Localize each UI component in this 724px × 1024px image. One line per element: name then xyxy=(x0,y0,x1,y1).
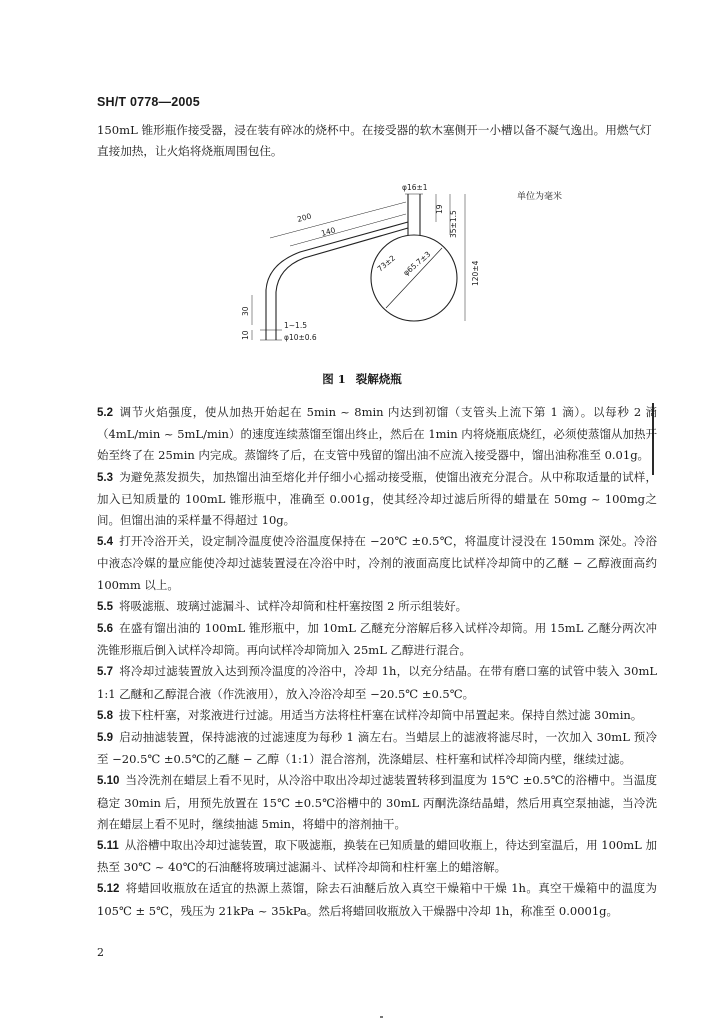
paragraph-text: 将蜡回收瓶放在适宜的热源上蒸馏，除去石油醚后放入真空干燥箱中干燥 1h。真空干燥箱中的温度为 105℃ ± 5℃，残压为 21kPa ~ 35kPa。然后将蜡回收瓶放入干燥器中冷却 1h，称准至 0.0001g。 xyxy=(97,881,657,918)
paragraph-text: 为避免蒸发损失，加热馏出油至熔化并仔细小心摇动接受瓶，使馏出液充分混合。从中称取适量的试样，加入已知质量的 100mL 锥形瓶中，准确至 0.001g，使其经冷却过滤后所得的蜡量在 50mg ~ 100mg之间。但馏出油的采样量不得超过 10g。 xyxy=(97,469,657,528)
unit-note: 单位为毫米 xyxy=(517,192,563,202)
clause-number: 5.10 xyxy=(97,775,120,788)
figure-title: 裂解烧瓶 xyxy=(355,372,402,386)
paragraph-text: 打开冷浴开关，设定制冷温度使冷浴温度保持在 −20℃ ±0.5℃，将温度计浸没在 150mm 深处。冷浴中液态冷媒的量应能使冷却过滤装置浸在冷浴中时，冷剂的液面高度比试样冷却筒中的乙醚 − 乙醇液面高约 100mm 以上。 xyxy=(97,534,657,592)
dim-35: 35±1.5 xyxy=(449,210,458,238)
clause-number: 5.11 xyxy=(97,840,119,853)
dim-wall-thickness: 1~1.5 xyxy=(284,321,307,330)
clause-number: 5.8 xyxy=(97,709,113,722)
scan-speck xyxy=(380,1016,383,1018)
paragraph-5-8 xyxy=(97,705,657,727)
paragraph-5-10 xyxy=(97,770,657,835)
paragraph-5-7 xyxy=(97,661,657,704)
page-number: 2 xyxy=(97,946,104,959)
paragraph-text: 在盛有馏出油的 100mL 锥形瓶中，加 10mL 乙醚充分溶解后移入试样冷却筒。用 15mL 乙醚分两次冲洗锥形瓶后倒入试样冷却筒。再向试样冷却筒加入 25mL 乙醇进行混合。 xyxy=(97,621,657,658)
clause-number: 5.12 xyxy=(97,883,120,896)
paragraph-text: 调节火焰强度，使从加热开始起在 5min ~ 8min 内达到初馏（支管头上流下第 1 滴）。以每秒 2 滴（4mL/min ~ 5mL/min）的速度连续蒸馏至馏出终止，然后在 1min 内将烧瓶底烧红，必须使蒸馏从加热开始至终了在 25min 内完成。蒸馏终了后，在支管中残留的馏出油不应流入接受器中，馏出油称准至 0.01g。 xyxy=(97,405,657,463)
paragraph-5-3 xyxy=(97,467,657,532)
figure-label: 图 1 xyxy=(322,372,346,386)
clause-number: 5.3 xyxy=(97,471,113,484)
paragraph-text: 当冷洗剂在蜡层上看不见时，从冷浴中取出冷却过滤装置转移到温度为 15℃ ±0.5℃的浴槽中。当温度稳定 30min 后，用预先放置在 15℃ ±0.5℃浴槽中的 30mL 丙酮洗涤结晶蜡，然后用真空泵抽滤，当冷洗剂在蜡层上看不见时，继续抽滤 5min，将蜡中的溶剂抽干。 xyxy=(97,773,657,831)
clause-number: 5.4 xyxy=(97,536,113,549)
dim-30: 30 xyxy=(241,306,250,316)
paragraph-text: 拔下柱杆塞，对浆液进行过滤。用适当方法将柱杆塞在试样冷却筒中吊置起来。保持自然过滤 30min。 xyxy=(119,707,643,722)
flask-neck xyxy=(408,194,420,235)
paragraph-5-11 xyxy=(97,835,657,878)
bulb-diameter-line xyxy=(386,248,442,308)
paragraph-text: 将吸滤瓶、玻璃过滤漏斗、试样冷却筒和柱杆塞按图 2 所示组装好。 xyxy=(119,598,468,613)
intro-paragraph: 150mL 锥形瓶作接受器，浸在装有碎冰的烧杯中。在接受器的软木塞侧开一小槽以备不凝气逸出。用燃气灯直接加热，让火焰将烧瓶周围包住。 xyxy=(97,123,652,158)
paragraph-5-5 xyxy=(97,596,657,618)
clause-number: 5.2 xyxy=(97,407,113,419)
paragraph-5-6 xyxy=(97,618,657,661)
paragraph-text: 启动抽滤装置，保持滤液的过滤速度为每秒 1 滴左右。当蜡层上的滤液将滤尽时，一次加入 30mL 预冷至 −20.5℃ ±0.5℃的乙醚 − 乙醇（1:1）混合溶剂，洗涤蜡层、柱杆塞和试样冷却筒内壁，继续过滤。 xyxy=(97,730,657,767)
dim-19: 19 xyxy=(435,204,444,214)
paragraph-5-9 xyxy=(97,727,657,770)
dim-120: 120±4 xyxy=(471,260,480,286)
dim-length-140: 140 xyxy=(320,225,337,238)
figure-caption xyxy=(0,371,724,387)
dim-length-200: 200 xyxy=(296,211,313,224)
cracking-flask-diagram xyxy=(180,180,520,360)
paragraph-5-4 xyxy=(97,531,657,596)
clause-number: 5.7 xyxy=(97,666,113,679)
paragraph-5-2 xyxy=(97,402,657,467)
clause-number: 5.5 xyxy=(97,600,113,613)
dim-top-tube-diameter: φ16±1 xyxy=(402,183,428,192)
dim-bottom-tube-diameter: φ10±0.6 xyxy=(284,333,317,342)
paragraph-text: 将冷却过滤装置放入达到预冷温度的冷浴中，冷却 1h，以充分结晶。在带有磨口塞的试管中装入 30mL 1:1 乙醚和乙醇混合液（作洗液用），放入冷浴冷却至 −20.5℃ ±0.5℃。 xyxy=(97,664,657,701)
procedure-body xyxy=(97,402,657,922)
paragraph-text: 从浴槽中取出冷却过滤装置，取下吸滤瓶，换装在已知质量的蜡回收瓶上，待达到室温后，用 100mL 加热至 30℃ ~ 40℃的石油醚将玻璃过滤漏斗、试样冷却筒和柱杆塞上的蜡溶解。 xyxy=(97,838,657,875)
paragraph-5-12 xyxy=(97,878,657,921)
dim-angle-73: 73±2 xyxy=(375,253,398,274)
dim-bulb-diameter: φ65.7±3 xyxy=(401,249,433,278)
standard-number: SH/T 0778—2005 xyxy=(97,95,200,109)
dim-10: 10 xyxy=(241,330,250,340)
clause-number: 5.9 xyxy=(97,732,113,745)
clause-number: 5.6 xyxy=(97,623,113,636)
